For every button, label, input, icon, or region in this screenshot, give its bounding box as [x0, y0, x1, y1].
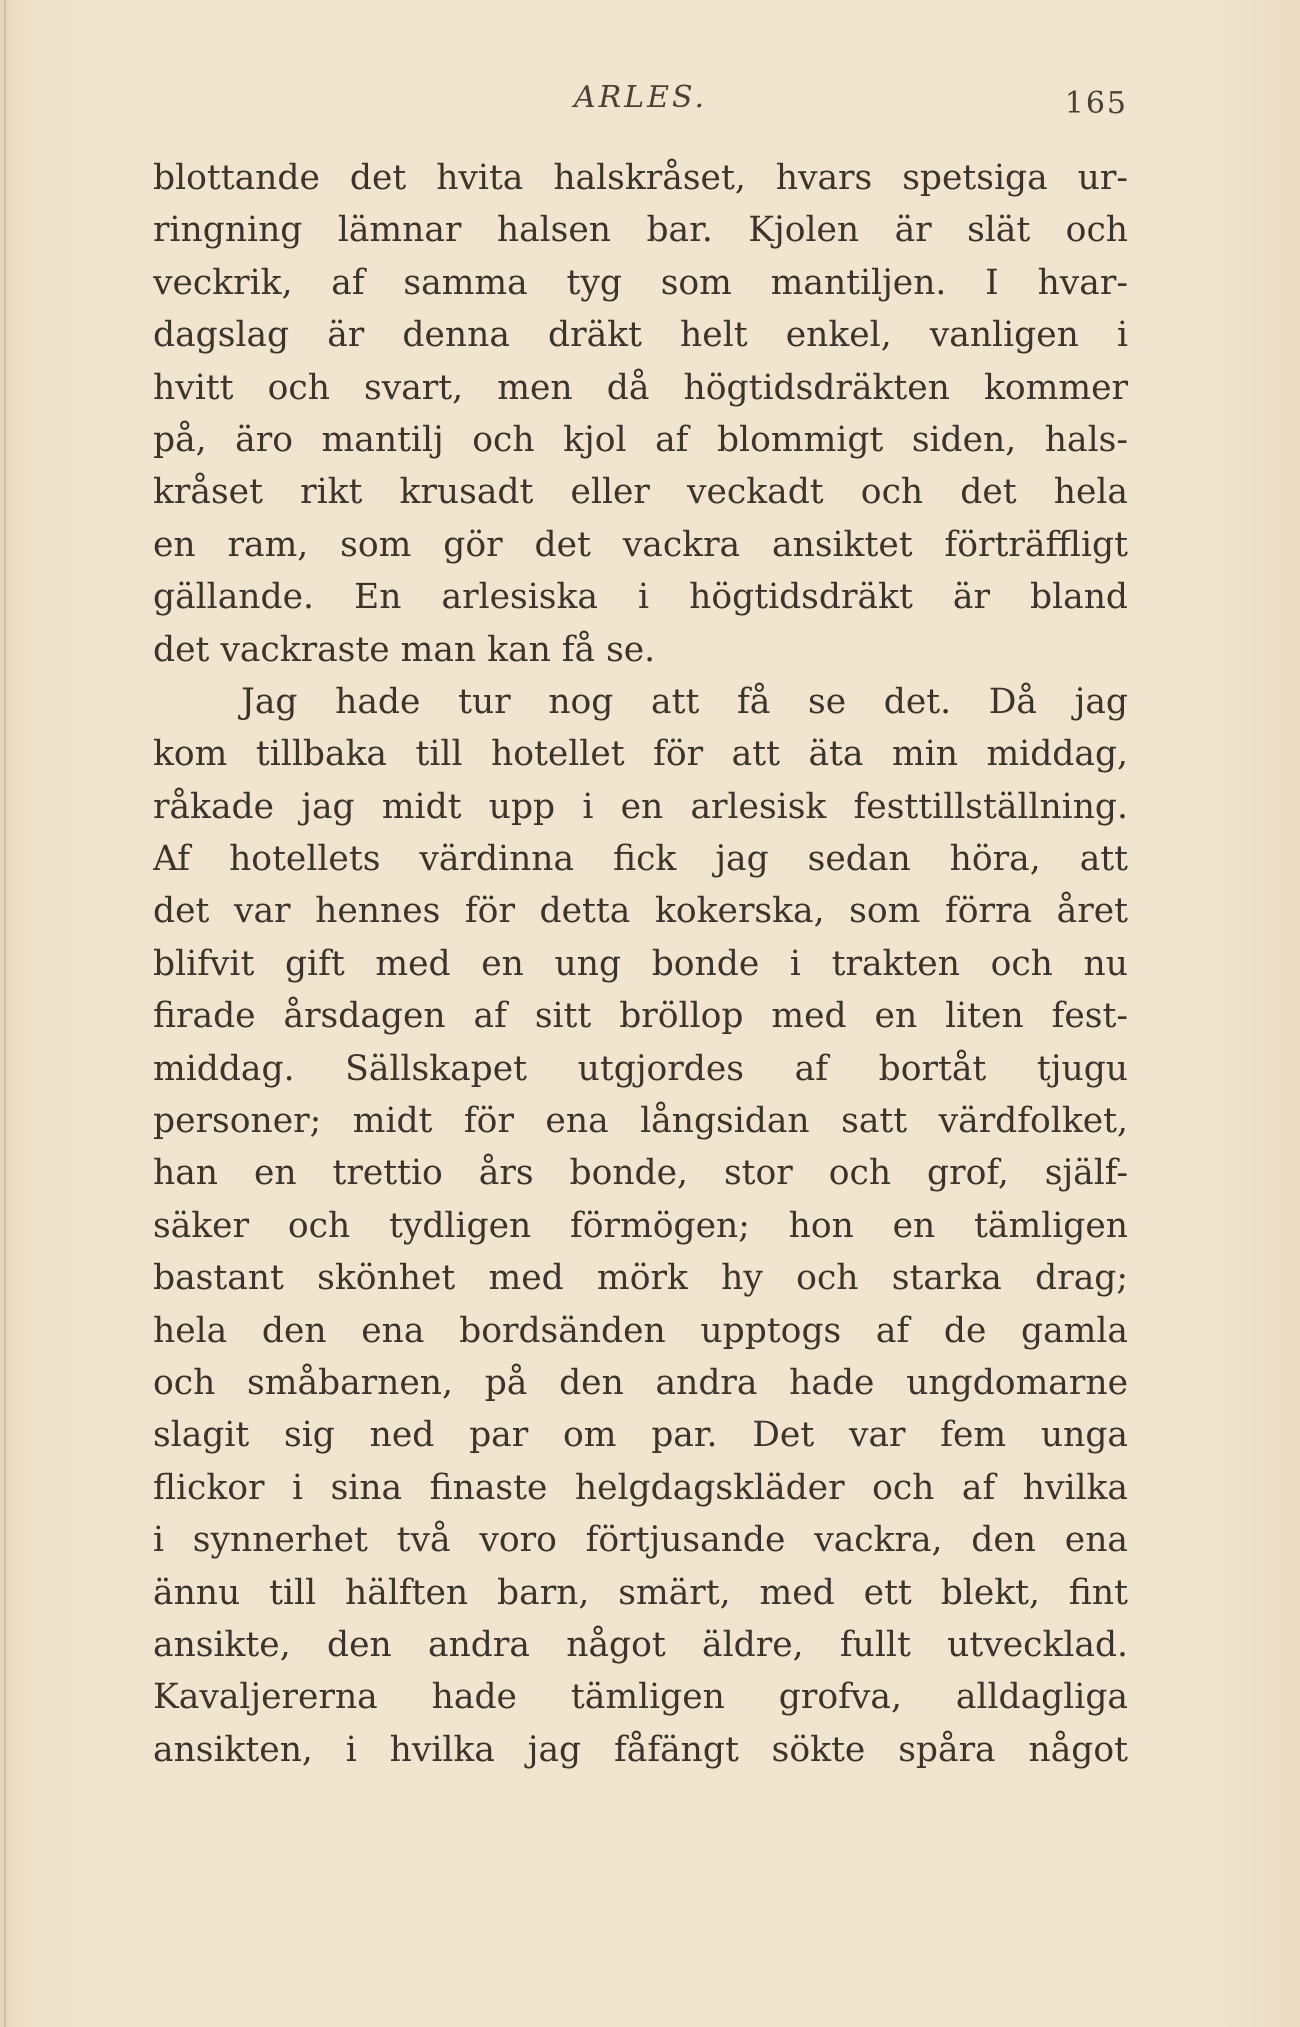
text-line: blottande det hvita halskråset, hvars spetsiga ur- — [153, 158, 1128, 198]
text-line: slagit sig ned par om par. Det var fem unga — [153, 1415, 1128, 1456]
text-line: Af hotellets värdinna fick jag sedan höra, att — [153, 839, 1128, 880]
text-line: i synnerhet två voro förtjusande vackra, den ena — [153, 1520, 1128, 1561]
text-line: hela den ena bordsänden upptogs af de gamla — [153, 1310, 1128, 1351]
text-line: Kavaljererna hade tämligen grofva, alldagliga — [153, 1677, 1128, 1718]
text-line: gällande. En arlesiska i högtidsdräkt är bland — [153, 577, 1128, 618]
text-line: det var hennes för detta kokerska, som förra året — [153, 891, 1128, 932]
text-line: flickor i sina finaste helgdagskläder och af hvilka — [153, 1467, 1128, 1508]
page-header — [153, 80, 1128, 130]
text-line: ringning lämnar halsen bar. Kjolen är slät och — [153, 210, 1128, 251]
text-line: firade årsdagen af sitt bröllop med en liten fest- — [153, 996, 1128, 1037]
paragraph-start-line: Jag hade tur nog att få se det. Då jag — [241, 681, 1128, 722]
text-line: ansikte, den andra något äldre, fullt utvecklad. — [153, 1624, 1128, 1665]
text-line: råkade jag midt upp i en arlesisk festtillställning. — [153, 786, 1128, 827]
text-line: ansikten, i hvilka jag fåfängt sökte spåra något — [153, 1729, 1128, 1770]
text-line: personer; midt för ena långsidan satt värdfolket, — [153, 1101, 1128, 1142]
text-line: kråset rikt krusadt eller veckadt och det hela — [153, 472, 1128, 513]
text-line: hvitt och svart, men då högtidsdräkten kommer — [153, 367, 1128, 408]
text-line: på, äro mantilj och kjol af blommigt siden, hals- — [153, 419, 1128, 460]
running-title: ARLES. — [573, 80, 708, 115]
text-line: han en trettio års bonde, stor och grof, själf- — [153, 1153, 1128, 1194]
text-line: dagslag är denna dräkt helt enkel, vanligen i — [153, 315, 1128, 356]
text-line: middag. Sällskapet utgjordes af bortåt tjugu — [153, 1048, 1128, 1089]
text-line: bastant skönhet med mörk hy och starka drag; — [153, 1258, 1128, 1299]
paragraph-end-line: det vackraste man kan få se. — [153, 629, 656, 670]
page-number: 165 — [1064, 86, 1128, 121]
text-line: och småbarnen, på den andra hade ungdomarne — [153, 1362, 1128, 1403]
text-line: kom tillbaka till hotellet för att äta min middag, — [153, 734, 1128, 775]
text-line: veckrik, af samma tyg som mantiljen. I hvar- — [153, 262, 1128, 303]
body-text — [153, 152, 1128, 1776]
text-line: säker och tydligen förmögen; hon en tämligen — [153, 1205, 1128, 1246]
text-line: blifvit gift med en ung bonde i trakten och nu — [153, 943, 1128, 984]
page-edge-line — [4, 0, 6, 2027]
text-line: ännu till hälften barn, smärt, med ett blekt, fint — [153, 1572, 1128, 1613]
text-line: en ram, som gör det vackra ansiktet förträffligt — [153, 524, 1128, 565]
